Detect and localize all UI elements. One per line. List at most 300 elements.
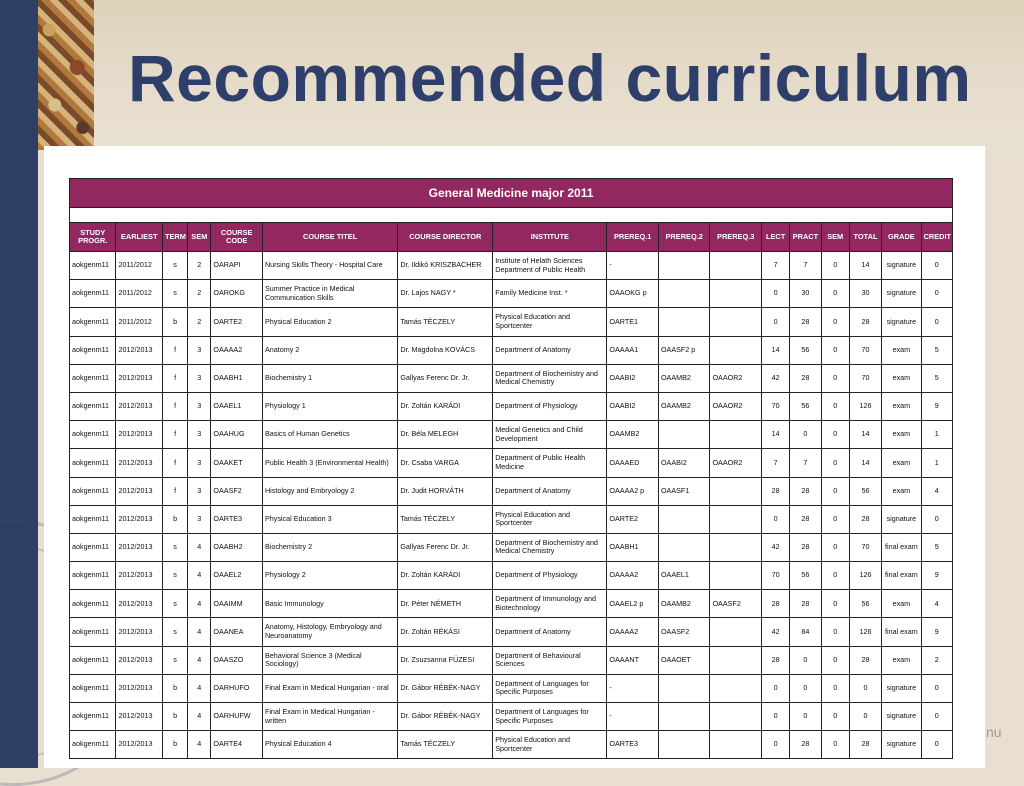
table-cell: Physiology 2 [262,562,397,590]
table-cell: signature [882,308,921,336]
table-cell: 56 [790,392,821,420]
table-cell: aokgenm11 [70,364,116,392]
column-header: PRACT [790,223,821,252]
table-cell: 5 [921,336,952,364]
table-cell: OAAKET [211,449,263,477]
table-cell: Department of Behavioural Sciences [493,646,607,674]
table-cell [658,252,710,280]
table-cell: Gallyas Ferenc Dr. Jr. [398,533,493,561]
table-cell: signature [882,280,921,308]
table-cell: Dr. Judit HORVÁTH [398,477,493,505]
table-cell: Department of Public Health Medicine [493,449,607,477]
table-cell: OAANEA [211,618,263,646]
table-cell: 14 [761,421,789,449]
table-cell: 70 [761,392,789,420]
table-cell: 2011/2012 [116,280,162,308]
table-cell [710,618,762,646]
table-cell: OAAMB2 [607,421,659,449]
table-row [70,477,953,505]
table-cell [710,674,762,702]
column-header: COURSE TITEL [262,223,397,252]
column-header: SEM [188,223,211,252]
table-cell: exam [882,646,921,674]
table-row [70,449,953,477]
table-cell: 2012/2013 [116,336,162,364]
table-cell [658,308,710,336]
table-cell: f [162,477,187,505]
table-cell: s [162,562,187,590]
table-cell: 2 [921,646,952,674]
table-cell: 4 [188,674,211,702]
table-cell: 126 [849,618,881,646]
table-cell: Department of Biochemistry and Medical Chemistry [493,364,607,392]
table-cell: OAASF1 [658,477,710,505]
table-cell [658,674,710,702]
table-cell [710,562,762,590]
table-cell: 70 [849,533,881,561]
table-cell: Public Health 3 (Environmental Health) [262,449,397,477]
table-cell: Medical Genetics and Child Development [493,421,607,449]
table-cell: Anatomy, Histology, Embryology and Neuroanatomy [262,618,397,646]
table-cell: 0 [821,252,849,280]
table-body [70,252,953,759]
table-cell: OAAHUG [211,421,263,449]
table-cell: aokgenm11 [70,449,116,477]
table-cell: 0 [821,505,849,533]
table-cell: Dr. Zsuzsanna FÜZESI [398,646,493,674]
table-row [70,421,953,449]
table-cell: OAAOET [658,646,710,674]
table-cell: 0 [821,618,849,646]
table-cell: 28 [761,590,789,618]
table-cell: exam [882,590,921,618]
table-caption: General Medicine major 2011 [70,179,953,208]
table-cell: 2 [188,252,211,280]
table-cell: OAAAA2 [607,562,659,590]
table-cell: exam [882,421,921,449]
table-cell: - [607,252,659,280]
table-cell: Tamás TÉCZELY [398,308,493,336]
table-cell: 2 [188,308,211,336]
table-cell: 4 [188,590,211,618]
table-cell: Histology and Embryology 2 [262,477,397,505]
table-cell: 2012/2013 [116,505,162,533]
table-cell: aokgenm11 [70,336,116,364]
table-cell: 2012/2013 [116,449,162,477]
table-cell [710,280,762,308]
table-cell: 2012/2013 [116,562,162,590]
table-cell: Department of Languages for Specific Purposes [493,703,607,731]
table-cell: 4 [188,562,211,590]
table-cell: 28 [790,364,821,392]
table-cell: Biochemistry 2 [262,533,397,561]
table-cell [658,703,710,731]
table-cell: 0 [790,674,821,702]
table-cell: 2012/2013 [116,421,162,449]
table-cell: Dr. Zoltán RÉKÁSI [398,618,493,646]
table-cell: Physical Education 2 [262,308,397,336]
table-cell: Dr. Gábor RÉBÉK-NAGY [398,703,493,731]
column-header: GRADE [882,223,921,252]
table-cell: Department of Anatomy [493,336,607,364]
table-cell: 0 [821,449,849,477]
table-panel [44,146,985,768]
table-cell: Gallyas Ferenc Dr. Jr. [398,364,493,392]
table-cell: 0 [761,505,789,533]
table-cell: aokgenm11 [70,646,116,674]
column-header: COURSE CODE [211,223,263,252]
table-row [70,505,953,533]
table-cell: f [162,421,187,449]
table-cell: Nursing Skills Theory - Hospital Care [262,252,397,280]
table-cell: final exam [882,618,921,646]
table-cell: 3 [188,505,211,533]
table-cell: signature [882,674,921,702]
table-cell: 28 [790,477,821,505]
table-cell [658,421,710,449]
table-cell: Physical Education 4 [262,731,397,759]
table-cell: OAAAA2 [211,336,263,364]
table-cell: s [162,533,187,561]
table-cell: 9 [921,562,952,590]
table-cell: Dr. Gábor RÉBÉK-NAGY [398,674,493,702]
table-cell: Tamás TÉCZELY [398,505,493,533]
table-cell: 28 [761,477,789,505]
table-cell: OAABI2 [658,449,710,477]
column-header: STUDY PROGR. [70,223,116,252]
table-cell: OAASF2 [211,477,263,505]
table-cell: Dr. Zoltán KARÁDI [398,562,493,590]
table-cell: 28 [761,646,789,674]
table-cell: OAAOR2 [710,392,762,420]
table-cell: 14 [849,421,881,449]
table-row [70,336,953,364]
table-cell: Dr. Csaba VARGA [398,449,493,477]
table-cell: Basic Immunology [262,590,397,618]
table-cell: OARTE3 [211,505,263,533]
table-cell [710,505,762,533]
table-cell: Department of Immunology and Biotechnology [493,590,607,618]
table-cell: OARAPI [211,252,263,280]
table-cell: 56 [849,590,881,618]
table-cell: 14 [849,252,881,280]
table-cell: 0 [761,731,789,759]
column-header: INSTITUTE [493,223,607,252]
table-cell: 0 [761,308,789,336]
table-cell: Department of Languages for Specific Purposes [493,674,607,702]
table-cell: 56 [790,562,821,590]
table-cell: Behavioral Science 3 (Medical Sociology) [262,646,397,674]
table-cell: 4 [188,646,211,674]
table-cell: 0 [821,392,849,420]
column-header: PREREQ.1 [607,223,659,252]
table-cell: aokgenm11 [70,618,116,646]
table-cell: 2 [188,280,211,308]
table-cell: 7 [790,252,821,280]
table-cell: 3 [188,364,211,392]
table-cell: exam [882,392,921,420]
table-cell: Family Medicine Inst. * [493,280,607,308]
table-row [70,703,953,731]
table-row [70,590,953,618]
table-row [70,252,953,280]
table-cell: 2012/2013 [116,618,162,646]
table-cell: s [162,618,187,646]
table-cell: 0 [821,703,849,731]
table-cell: 28 [849,308,881,336]
table-cell: 0 [921,703,952,731]
table-cell: 4 [188,703,211,731]
table-cell: Dr. Magdolna KOVÁCS [398,336,493,364]
table-cell: OARTE2 [607,505,659,533]
table-cell: aokgenm11 [70,392,116,420]
table-cell: OAASF2 p [658,336,710,364]
table-cell: 28 [790,308,821,336]
table-cell: OAABH2 [211,533,263,561]
table-cell: exam [882,364,921,392]
table-cell: Dr. Ildikó KRISZBACHER [398,252,493,280]
table-cell: 2012/2013 [116,590,162,618]
table-cell [710,336,762,364]
column-header: SEM [821,223,849,252]
table-cell: f [162,392,187,420]
table-cell: - [607,703,659,731]
table-cell [710,533,762,561]
table-cell: aokgenm11 [70,477,116,505]
table-cell: 84 [790,618,821,646]
table-cell: OAABH1 [211,364,263,392]
table-cell: OARHUFO [211,674,263,702]
table-cell: s [162,590,187,618]
table-cell: 28 [790,533,821,561]
table-cell: 70 [849,336,881,364]
table-cell: OARTE1 [607,308,659,336]
table-cell: Department of Biochemistry and Medical Chemistry [493,533,607,561]
table-cell: Institute of Helath Sciences Department of Public Health [493,252,607,280]
table-cell: OAABI2 [607,364,659,392]
table-cell: Physical Education 3 [262,505,397,533]
table-cell: aokgenm11 [70,308,116,336]
table-cell: Department of Anatomy [493,477,607,505]
table-cell: aokgenm11 [70,674,116,702]
table-cell: b [162,308,187,336]
column-header: CREDIT [921,223,952,252]
table-cell: 70 [761,562,789,590]
table-cell [710,252,762,280]
table-cell: 0 [921,505,952,533]
table-cell: b [162,505,187,533]
table-cell: 4 [188,731,211,759]
table-cell [658,505,710,533]
table-cell: Tamás TÉCZELY [398,731,493,759]
table-row [70,618,953,646]
mosaic-decoration [38,0,94,150]
table-cell: signature [882,505,921,533]
table-cell: OARTE2 [211,308,263,336]
table-cell: 14 [849,449,881,477]
table-row [70,674,953,702]
table-cell: 28 [790,505,821,533]
table-cell: aokgenm11 [70,280,116,308]
spacer-row [70,208,953,223]
table-cell: OAAAA1 [607,336,659,364]
table-cell: 3 [188,421,211,449]
table-cell: Dr. Péter NÉMETH [398,590,493,618]
table-cell: OAABH1 [607,533,659,561]
table-cell: 4 [188,533,211,561]
table-cell: 28 [790,731,821,759]
table-cell: Physiology 1 [262,392,397,420]
table-cell: 9 [921,618,952,646]
table-row [70,308,953,336]
table-cell: 0 [790,421,821,449]
table-row [70,280,953,308]
table-cell: aokgenm11 [70,731,116,759]
table-cell: 5 [921,533,952,561]
table-cell: 0 [921,280,952,308]
table-cell: 30 [790,280,821,308]
table-cell: exam [882,336,921,364]
table-cell: 0 [821,308,849,336]
table-cell: OARTE3 [607,731,659,759]
table-cell: 0 [790,703,821,731]
table-cell: 3 [188,449,211,477]
table-cell: 3 [188,477,211,505]
table-cell: aokgenm11 [70,703,116,731]
table-cell: aokgenm11 [70,252,116,280]
column-header: LECT [761,223,789,252]
table-cell: 2012/2013 [116,703,162,731]
table-cell: Physical Education and Sportcenter [493,505,607,533]
table-cell: OAAMB2 [658,364,710,392]
table-cell: 0 [921,308,952,336]
table-cell: OARTE4 [211,731,263,759]
table-cell: 2012/2013 [116,646,162,674]
table-cell: 56 [849,477,881,505]
table-cell: OAAMB2 [658,590,710,618]
table-cell: Department of Anatomy [493,618,607,646]
table-cell: Anatomy 2 [262,336,397,364]
table-cell: OAAOKG p [607,280,659,308]
table-cell: - [607,674,659,702]
table-cell [710,703,762,731]
table-cell: 56 [790,336,821,364]
table-cell: signature [882,731,921,759]
table-cell: Dr. Lajos NAGY * [398,280,493,308]
table-cell [658,731,710,759]
table-cell: OAAMB2 [658,392,710,420]
table-cell: 0 [761,703,789,731]
table-cell: OAAAA2 [607,618,659,646]
table-cell: signature [882,252,921,280]
table-cell: 42 [761,364,789,392]
table-cell: 0 [790,646,821,674]
table-cell: 2012/2013 [116,477,162,505]
table-cell: b [162,731,187,759]
table-cell: f [162,364,187,392]
table-cell: 2012/2013 [116,392,162,420]
table-cell: 4 [921,477,952,505]
column-header: COURSE DIRECTOR [398,223,493,252]
table-cell: OAABI2 [607,392,659,420]
table-cell: aokgenm11 [70,533,116,561]
table-cell: final exam [882,533,921,561]
table-cell: 4 [921,590,952,618]
table-cell: 0 [821,590,849,618]
table-cell: 0 [821,477,849,505]
table-cell: 0 [821,421,849,449]
table-cell: OARHUFW [211,703,263,731]
table-cell: b [162,703,187,731]
table-cell: OAAEL1 [211,392,263,420]
table-cell: 3 [188,392,211,420]
table-cell: 1 [921,449,952,477]
table-cell: exam [882,477,921,505]
table-cell: 9 [921,392,952,420]
table-cell: Final Exam in Medical Hungarian - written [262,703,397,731]
table-cell: 7 [790,449,821,477]
table-cell: OAAIMM [211,590,263,618]
table-row [70,562,953,590]
table-cell: 0 [821,731,849,759]
table-cell: exam [882,449,921,477]
footer-text-fragment: nu [986,724,1002,740]
table-cell: OAAAA2 p [607,477,659,505]
table-cell: 28 [849,505,881,533]
table-cell: b [162,674,187,702]
table-cell: OAAEL1 [658,562,710,590]
table-cell: 0 [921,252,952,280]
table-cell [710,646,762,674]
table-cell [658,280,710,308]
table-cell [710,477,762,505]
table-cell: 2012/2013 [116,731,162,759]
table-cell: 0 [821,280,849,308]
table-cell: 3 [188,336,211,364]
table-cell: f [162,336,187,364]
table-cell: Biochemistry 1 [262,364,397,392]
table-cell: aokgenm11 [70,562,116,590]
column-header: PREREQ.3 [710,223,762,252]
table-cell: 42 [761,533,789,561]
table-cell: Dr. Béla MELEGH [398,421,493,449]
table-cell: 5 [921,364,952,392]
table-cell [658,533,710,561]
table-cell [710,308,762,336]
column-header: TERM [162,223,187,252]
table-cell: 0 [761,674,789,702]
table-cell: 2012/2013 [116,533,162,561]
table-cell: 0 [761,280,789,308]
table-row [70,731,953,759]
table-cell: OAAANT [607,646,659,674]
table-cell: signature [882,703,921,731]
column-header: EARLIEST [116,223,162,252]
table-cell: OAAEL2 [211,562,263,590]
table-cell: 0 [821,533,849,561]
table-cell: s [162,646,187,674]
table-cell: 28 [849,646,881,674]
table-cell: Summer Practice in Medical Communication Skills [262,280,397,308]
table-cell: 0 [849,703,881,731]
table-cell: 2012/2013 [116,364,162,392]
table-cell: OAASF2 [658,618,710,646]
table-cell: 70 [849,364,881,392]
table-cell: 30 [849,280,881,308]
table-cell: 2011/2012 [116,308,162,336]
table-cell: 42 [761,618,789,646]
table-cell: OAAEL2 p [607,590,659,618]
